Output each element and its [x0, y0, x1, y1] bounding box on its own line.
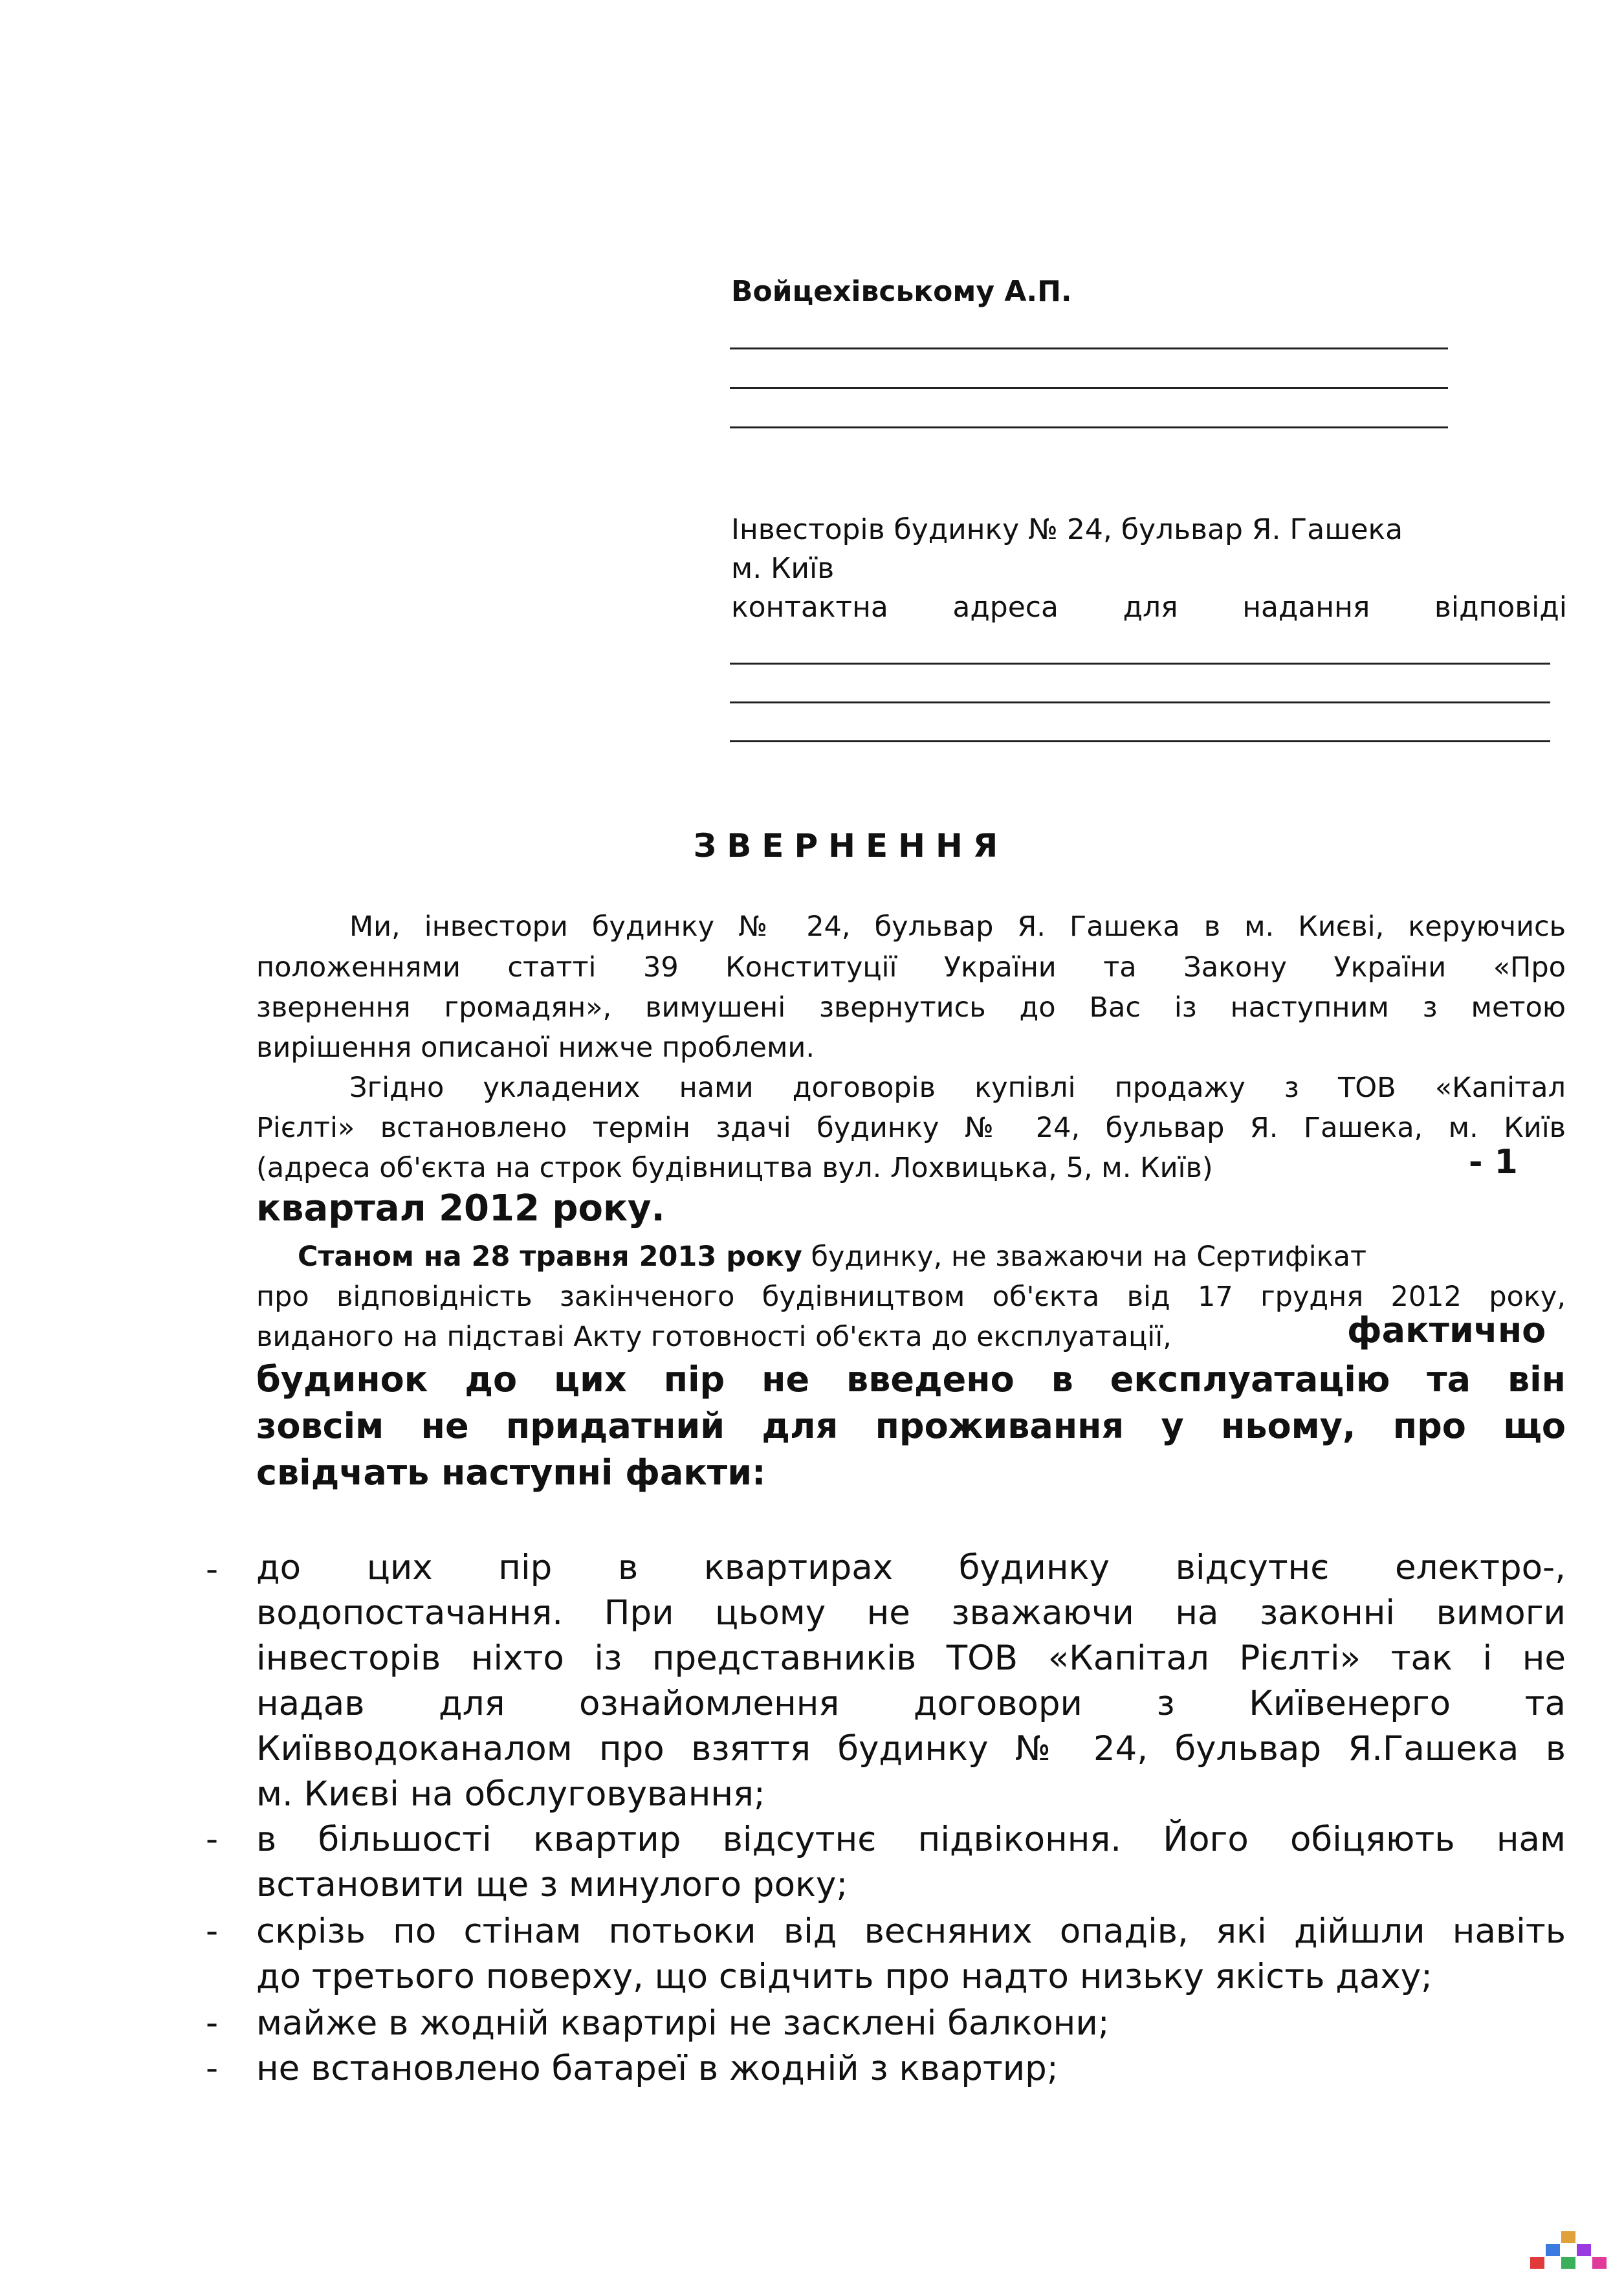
corner-logo-icon — [1530, 2231, 1607, 2277]
deadline-text: квартал 2012 року. — [256, 1187, 665, 1230]
bullet-line: надав для ознайомлення договори з Київенерго та — [256, 1684, 1566, 1723]
bullet-line: Київводоканалом про взяття будинку № 24, бульвар Я.Гашека в — [256, 1729, 1566, 1769]
body-line — [298, 1237, 1366, 1277]
bold-line: будинок до цих пір не введено в експлуатацію та він — [256, 1359, 1566, 1400]
blank-line — [730, 740, 1550, 742]
body-line: звернення громадян», вимушені звернутись до Вас із наступним з метою — [256, 991, 1566, 1024]
sender-line: Інвесторів будинку № 24, бульвар Я. Гашека — [731, 513, 1403, 546]
bullet-line: до цих пір в квартирах будинку відсутнє електро-, — [256, 1548, 1566, 1587]
bold-line: свідчать наступні факти: — [256, 1452, 766, 1493]
bullet-dash: - — [206, 1912, 219, 1951]
addressee-name: Войцехівському А.П. — [731, 275, 1072, 308]
blank-line — [730, 387, 1448, 389]
bullet-line: майже в жодній квартирі не засклені балкони; — [256, 2003, 1110, 2043]
bullet-line: в більшості квартир відсутнє підвіконня. Його обіцяють нам — [256, 1820, 1566, 1859]
bullet-line: скрізь по стінам потьоки від весняних опадів, які дійшли навіть — [256, 1912, 1566, 1951]
bold-fragment: фактично — [1347, 1310, 1546, 1351]
body-text: будинку, не зважаючи на Сертифікат — [802, 1241, 1367, 1273]
body-line: Ми, інвестори будинку № 24, бульвар Я. Гашека в м. Києві, керуючись — [349, 910, 1566, 943]
body-line: (адреса об'єкта на строк будівництва вул. Лохвицька, 5, м. Київ) — [256, 1152, 1213, 1184]
body-line: Згідно укладених нами договорів купівлі продажу з ТОВ «Капітал — [349, 1072, 1566, 1104]
body-line: вирішення описаної нижче проблеми. — [256, 1031, 815, 1064]
blank-line — [730, 347, 1448, 349]
blank-line — [730, 663, 1550, 665]
bullet-line: не встановлено батареї в жодній з квартир; — [256, 2049, 1059, 2088]
bullet-dash: - — [206, 2003, 219, 2043]
bullet-line: до третього поверху, що свідчить про надто низьку якість даху; — [256, 1957, 1432, 1996]
bullet-dash: - — [206, 2049, 219, 2088]
bold-line: зовсім не придатний для проживання у ньому, про що — [256, 1406, 1566, 1446]
body-line: про відповідність закінченого будівництвом об'єкта від 17 грудня 2012 року, — [256, 1281, 1566, 1313]
bullet-dash: - — [206, 1820, 219, 1859]
bullet-line: водопостачання. При цьому не зважаючи на законні вимоги — [256, 1593, 1566, 1633]
sender-city: м. Київ — [731, 552, 835, 585]
document-title: ЗВЕРНЕННЯ — [693, 827, 1009, 865]
blank-line — [730, 701, 1550, 703]
bullet-line: встановити ще з минулого року; — [256, 1865, 848, 1904]
sender-contact-label: контактна адреса для надання відповіді — [731, 591, 1567, 624]
body-line: виданого на підставі Акту готовності об'єкта до експлуатації, — [256, 1321, 1172, 1353]
bullet-dash: - — [206, 1550, 219, 1589]
body-line: положеннями статті 39 Конституції України та Закону України «Про — [256, 951, 1566, 984]
blank-line — [730, 426, 1448, 428]
body-line: Рієлті» встановлено термін здачі будинку № 24, бульвар Я. Гашека, м. Київ — [256, 1112, 1566, 1144]
bullet-line: інвесторів ніхто із представників ТОВ «Капітал Рієлті» так і не — [256, 1638, 1566, 1678]
bullet-line: м. Києві на обслуговування; — [256, 1774, 765, 1814]
bold-fragment: - 1 — [1469, 1143, 1518, 1182]
date-bold: Станом на 28 травня 2013 року — [298, 1241, 802, 1273]
